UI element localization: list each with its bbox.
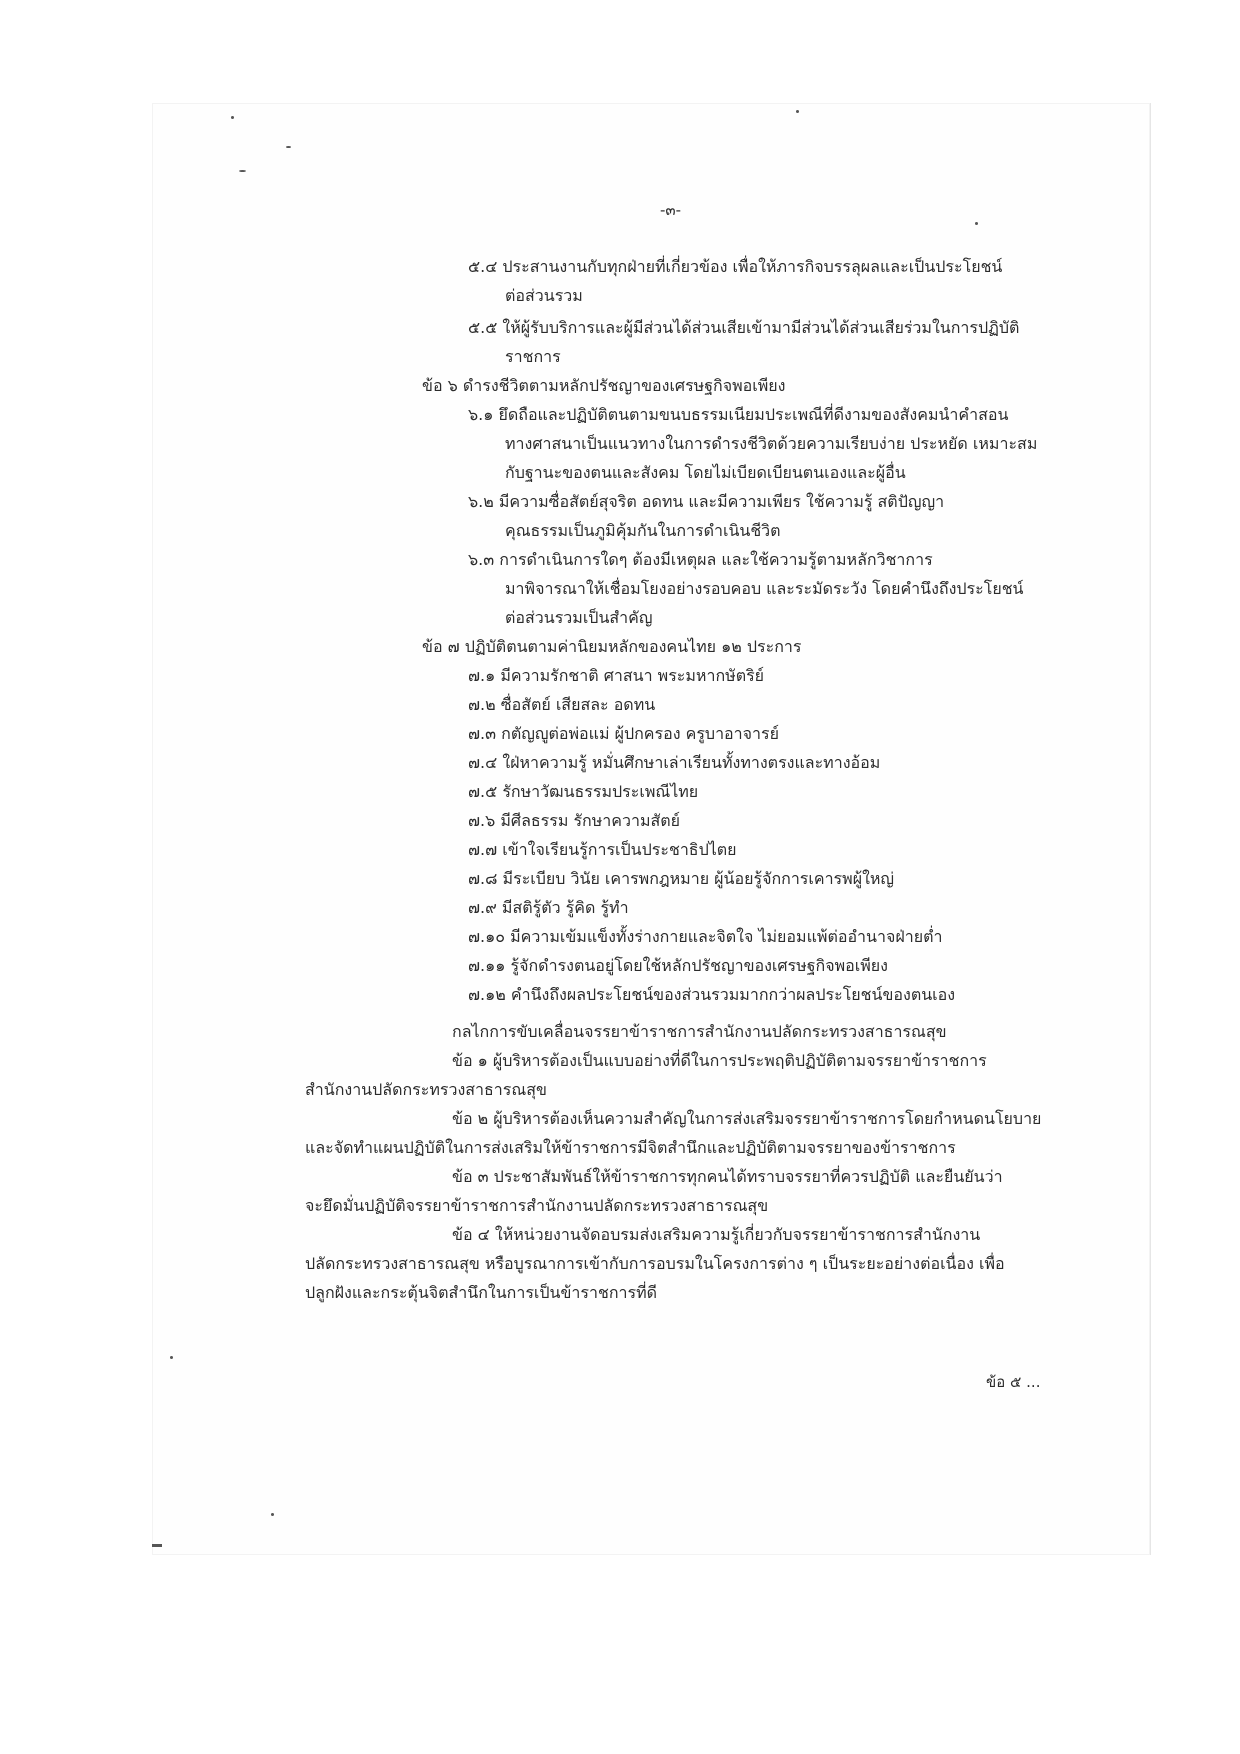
text-line: ข้อ ๔ ให้หน่วยงานจัดอบรมส่งเสริมความรู้เกี่ยวกับจรรยาข้าราชการสำนักงาน (452, 1225, 981, 1244)
scan-speck (152, 1544, 162, 1547)
text-line: ๕.๕ ให้ผู้รับบริการและผู้มีส่วนได้ส่วนเสียเข้ามามีส่วนได้ส่วนเสียร่วมในการปฏิบัติ (468, 318, 1020, 337)
text-line: ต่อส่วนรวมเป็นสำคัญ (505, 608, 653, 627)
scan-speck (796, 110, 799, 113)
continuation-marker: ข้อ ๕ ... (986, 1373, 1041, 1391)
list-item: ๗.๓ กตัญญูต่อพ่อแม่ ผู้ปกครอง ครูบาอาจารย์ (468, 724, 779, 743)
section-heading: กลไกการขับเคลื่อนจรรยาข้าราชการสำนักงานปลัดกระทรวงสาธารณสุข (452, 1022, 947, 1041)
list-item: ๗.๕ รักษาวัฒนธรรมประเพณีไทย (468, 782, 699, 801)
text-line: ๖.๓ การดำเนินการใดๆ ต้องมีเหตุผล และใช้ความรู้ตามหลักวิชาการ (468, 550, 933, 569)
scan-speck (231, 116, 234, 119)
article-heading: ข้อ ๗ ปฏิบัติตนตามค่านิยมหลักของคนไทย ๑๒ ประการ (422, 637, 802, 656)
text-line: ข้อ ๓ ประชาสัมพันธ์ให้ข้าราชการทุกคนได้ทราบจรรยาที่ควรปฏิบัติ และยืนยันว่า (452, 1167, 1003, 1186)
text-line: ต่อส่วนรวม (505, 286, 583, 305)
text-line: สำนักงานปลัดกระทรวงสาธารณสุข (305, 1080, 547, 1099)
list-item: ๗.๑๒ คำนึงถึงผลประโยชน์ของส่วนรวมมากกว่าผลประโยชน์ของตนเอง (468, 985, 956, 1004)
article-heading: ข้อ ๖ ดำรงชีวิตตามหลักปรัชญาของเศรษฐกิจพอเพียง (422, 376, 786, 395)
list-item: ๗.๒ ซื่อสัตย์ เสียสละ อดทน (468, 695, 656, 714)
scan-speck (975, 222, 978, 225)
text-line: และจัดทำแผนปฏิบัติในการส่งเสริมให้ข้าราชการมีจิตสำนึกและปฏิบัติตามจรรยาของข้าราชการ (305, 1138, 956, 1157)
list-item: ๗.๔ ใฝ่หาความรู้ หมั่นศึกษาเล่าเรียนทั้งทางตรงและทางอ้อม (468, 753, 881, 772)
text-line: ปลูกฝังและกระตุ้นจิตสำนึกในการเป็นข้าราชการที่ดี (305, 1283, 658, 1302)
text-line: คุณธรรมเป็นภูมิคุ้มกันในการดำเนินชีวิต (505, 521, 781, 540)
page-number: -๓- (660, 201, 682, 219)
text-line: ๕.๔ ประสานงานกับทุกฝ่ายที่เกี่ยวข้อง เพื่อให้ภารกิจบรรลุผลและเป็นประโยชน์ (468, 257, 1003, 276)
list-item: ๗.๙ มีสติรู้ตัว รู้คิด รู้ทำ (468, 898, 629, 917)
list-item: ๗.๑ มีความรักชาติ ศาสนา พระมหากษัตริย์ (468, 666, 765, 685)
scan-speck (286, 146, 291, 148)
list-item: ๗.๑๑ รู้จักดำรงตนอยู่โดยใช้หลักปรัชญาของเศรษฐกิจพอเพียง (468, 956, 888, 975)
text-line: ข้อ ๑ ผู้บริหารต้องเป็นแบบอย่างที่ดีในการประพฤติปฏิบัติตามจรรยาข้าราชการ (452, 1051, 987, 1070)
text-line: กับฐานะของตนและสังคม โดยไม่เบียดเบียนตนเองและผู้อื่น (505, 463, 906, 482)
scan-speck (239, 170, 246, 172)
text-line: ราชการ (505, 347, 561, 366)
text-line: จะยึดมั่นปฏิบัติจรรยาข้าราชการสำนักงานปลัดกระทรวงสาธารณสุข (305, 1196, 769, 1215)
list-item: ๗.๖ มีศีลธรรม รักษาความสัตย์ (468, 811, 681, 830)
text-line: ข้อ ๒ ผู้บริหารต้องเห็นความสำคัญในการส่งเสริมจรรยาข้าราชการโดยกำหนดนโยบาย (452, 1109, 1042, 1128)
scan-speck (170, 1356, 173, 1359)
text-line: ๖.๒ มีความซื่อสัตย์สุจริต อดทน และมีความเพียร ใช้ความรู้ สติปัญญา (468, 492, 945, 511)
list-item: ๗.๗ เข้าใจเรียนรู้การเป็นประชาธิปไตย (468, 840, 737, 859)
scan-speck (271, 1513, 274, 1516)
text-line: ปลัดกระทรวงสาธารณสุข หรือบูรณาการเข้ากับการอบรมในโครงการต่าง ๆ เป็นระยะอย่างต่อเนื่อง เพื่อ (305, 1254, 1005, 1273)
text-line: ทางศาสนาเป็นแนวทางในการดำรงชีวิตด้วยความเรียบง่าย ประหยัด เหมาะสม (505, 434, 1038, 453)
text-line: ๖.๑ ยึดถือและปฏิบัติตนตามขนบธรรมเนียมประเพณีที่ดีงามของสังคมนำคำสอน (468, 405, 1009, 424)
list-item: ๗.๘ มีระเบียบ วินัย เคารพกฎหมาย ผู้น้อยรู้จักการเคารพผู้ใหญ่ (468, 869, 895, 888)
text-line: มาพิจารณาให้เชื่อมโยงอย่างรอบคอบ และระมัดระวัง โดยคำนึงถึงประโยชน์ (505, 579, 1024, 598)
list-item: ๗.๑๐ มีความเข้มแข็งทั้งร่างกายและจิตใจ ไม่ยอมแพ้ต่ออำนาจฝ่ายต่ำ (468, 927, 943, 946)
